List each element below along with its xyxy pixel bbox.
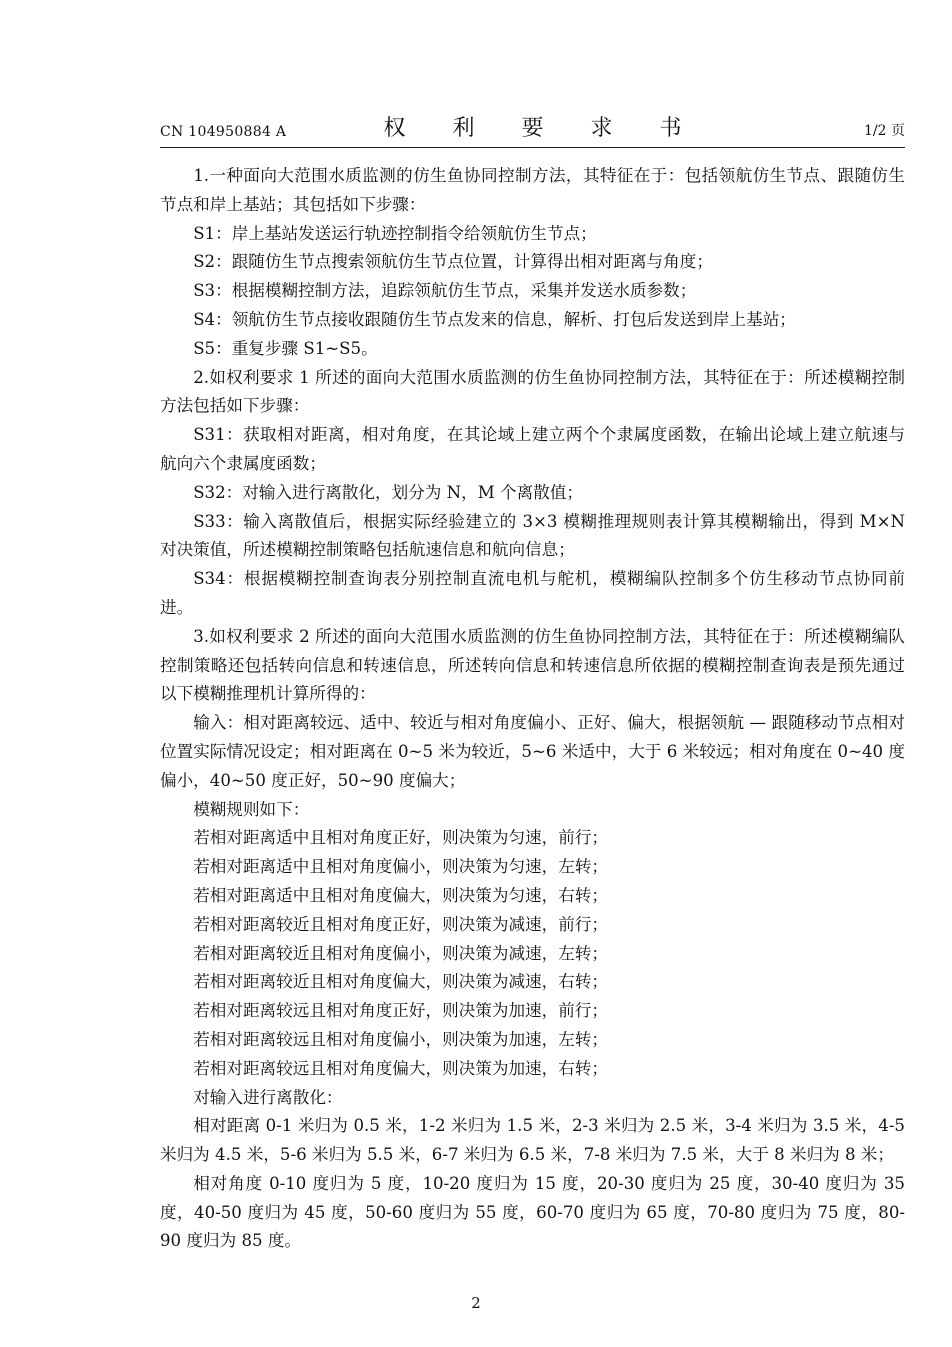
page-title: 权 利 要 求 书 — [383, 116, 702, 141]
paragraph: 若相对距离较远且相对角度正好，则决策为加速，前行； — [193, 1001, 609, 1021]
paragraph: 模糊规则如下： — [193, 799, 310, 819]
claims-body — [160, 162, 905, 1256]
paragraph: S34：根据模糊控制查询表分别控制直流电机与舵机，模糊编队控制多个仿生移动节点协同前进。 — [160, 569, 905, 617]
paragraph: S2：跟随仿生节点搜索领航仿生节点位置，计算得出相对距离与角度； — [193, 252, 713, 272]
page-number: 2 — [471, 1294, 481, 1312]
paragraph: 若相对距离适中且相对角度偏大，则决策为匀速，右转； — [193, 885, 609, 905]
paragraph: 输入：相对距离较远、适中、较近与相对角度偏小、正好、偏大，根据领航 — 跟随移动节点相对位置实际情况设定；相对距离在 0~5 米为较近，5~6 米适中，大于 6 米较远；相对角度在 0~40 度偏小，40~50 度正好，50~90 度偏大； — [160, 713, 905, 790]
paragraph: S33：输入离散值后，根据实际经验建立的 3×3 模糊推理规则表计算其模糊输出，得到 M×N 对决策值，所述模糊控制策略包括航速信息和航向信息； — [160, 511, 905, 560]
paragraph: 若相对距离较近且相对角度偏大，则决策为减速，右转； — [193, 972, 609, 992]
header-divider — [160, 147, 905, 148]
paragraph: 相对距离 0-1 米归为 0.5 米，1-2 米归为 1.5 米，2-3 米归为 2.5 米，3-4 米归为 3.5 米，4-5 米归为 4.5 米，5-6 米归为 5.5 米，6-7 米归为 6.5 米，7-8 米归为 7.5 米，大于 8 米归为 8 米； — [160, 1116, 905, 1165]
publication-number: CN 104950884 A — [160, 124, 287, 140]
paragraph: S1：岸上基站发送运行轨迹控制指令给领航仿生节点； — [193, 223, 597, 243]
paragraph: 对输入进行离散化： — [193, 1087, 343, 1107]
paragraph: S32：对输入进行离散化，划分为 N，M 个离散值； — [193, 482, 584, 502]
paragraph: 若相对距离较近且相对角度正好，则决策为减速，前行； — [193, 914, 609, 934]
page-indicator: 1/2 页 — [864, 123, 905, 139]
paragraph: S31：获取相对距离，相对角度，在其论域上建立两个个隶属度函数，在输出论域上建立航速与航向六个隶属度函数； — [160, 425, 905, 473]
paragraph: 若相对距离较近且相对角度偏小，则决策为减速，左转； — [193, 943, 609, 963]
page-header — [160, 112, 905, 146]
paragraph: 1.一种面向大范围水质监测的仿生鱼协同控制方法，其特征在于：包括领航仿生节点、跟随仿生节点和岸上基站；其包括如下步骤： — [160, 166, 905, 214]
paragraph: 若相对距离较远且相对角度偏大，则决策为加速，右转； — [193, 1058, 609, 1078]
paragraph: 3.如权利要求 2 所述的面向大范围水质监测的仿生鱼协同控制方法，其特征在于：所述模糊编队控制策略还包括转向信息和转速信息，所述转向信息和转速信息所依据的模糊控制查询表是预先通过以下模糊推理机计算所得的： — [160, 626, 905, 704]
paragraph: S5：重复步骤 S1~S5。 — [193, 338, 378, 358]
paragraph: 2.如权利要求 1 所述的面向大范围水质监测的仿生鱼协同控制方法，其特征在于：所述模糊控制方法包括如下步骤： — [160, 367, 905, 416]
paragraph: 若相对距离较远且相对角度偏小，则决策为加速，左转； — [193, 1029, 609, 1049]
paragraph: S4：领航仿生节点接收跟随仿生节点发来的信息，解析、打包后发送到岸上基站； — [193, 309, 796, 329]
paragraph: S3：根据模糊控制方法，追踪领航仿生节点，采集并发送水质参数； — [193, 281, 697, 301]
paragraph: 相对角度 0-10 度归为 5 度，10-20 度归为 15 度，20-30 度归为 25 度，30-40 度归为 35 度，40-50 度归为 45 度，50-60 度归为 55 度，60-70 度归为 65 度，70-80 度归为 75 度，80-90 度归为 85 度。 — [160, 1173, 905, 1251]
paragraph: 若相对距离适中且相对角度正好，则决策为匀速，前行； — [193, 828, 609, 848]
paragraph: 若相对距离适中且相对角度偏小，则决策为匀速，左转； — [193, 857, 609, 877]
